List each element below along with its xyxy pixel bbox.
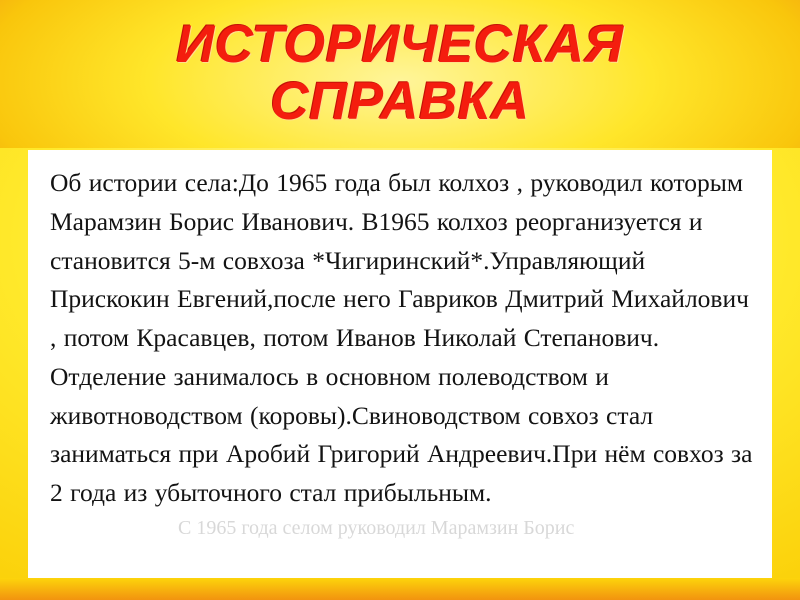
body-paragraph: Об истории села:До 1965 года был колхоз , руководил которым Марамзин Борис Иванович. В1965 колхоз реорганизуется и становится 5-м совхоза *Чигиринский*.Управляющий Прискокин Евгений,после него Гавриков Дмитрий Михайлович , потом Красавцев, потом Иванов Николай Степанович. Отделение занималось в основном полеводством и животноводством (коровы).Свиноводством совхоз стал заниматься при Аробий Григорий Андреевич.При нём совхоз за 2 года из убыточного стал прибыльным. [50, 168, 753, 507]
faint-background-text: С 1965 года селом руководил Марамзин Борис [178, 517, 575, 539]
title-banner [0, 0, 800, 148]
bottom-border-strip [0, 578, 800, 600]
content-panel [28, 150, 772, 578]
slide-title: ИСТОРИЧЕСКАЯ СПРАВКА [176, 15, 624, 131]
